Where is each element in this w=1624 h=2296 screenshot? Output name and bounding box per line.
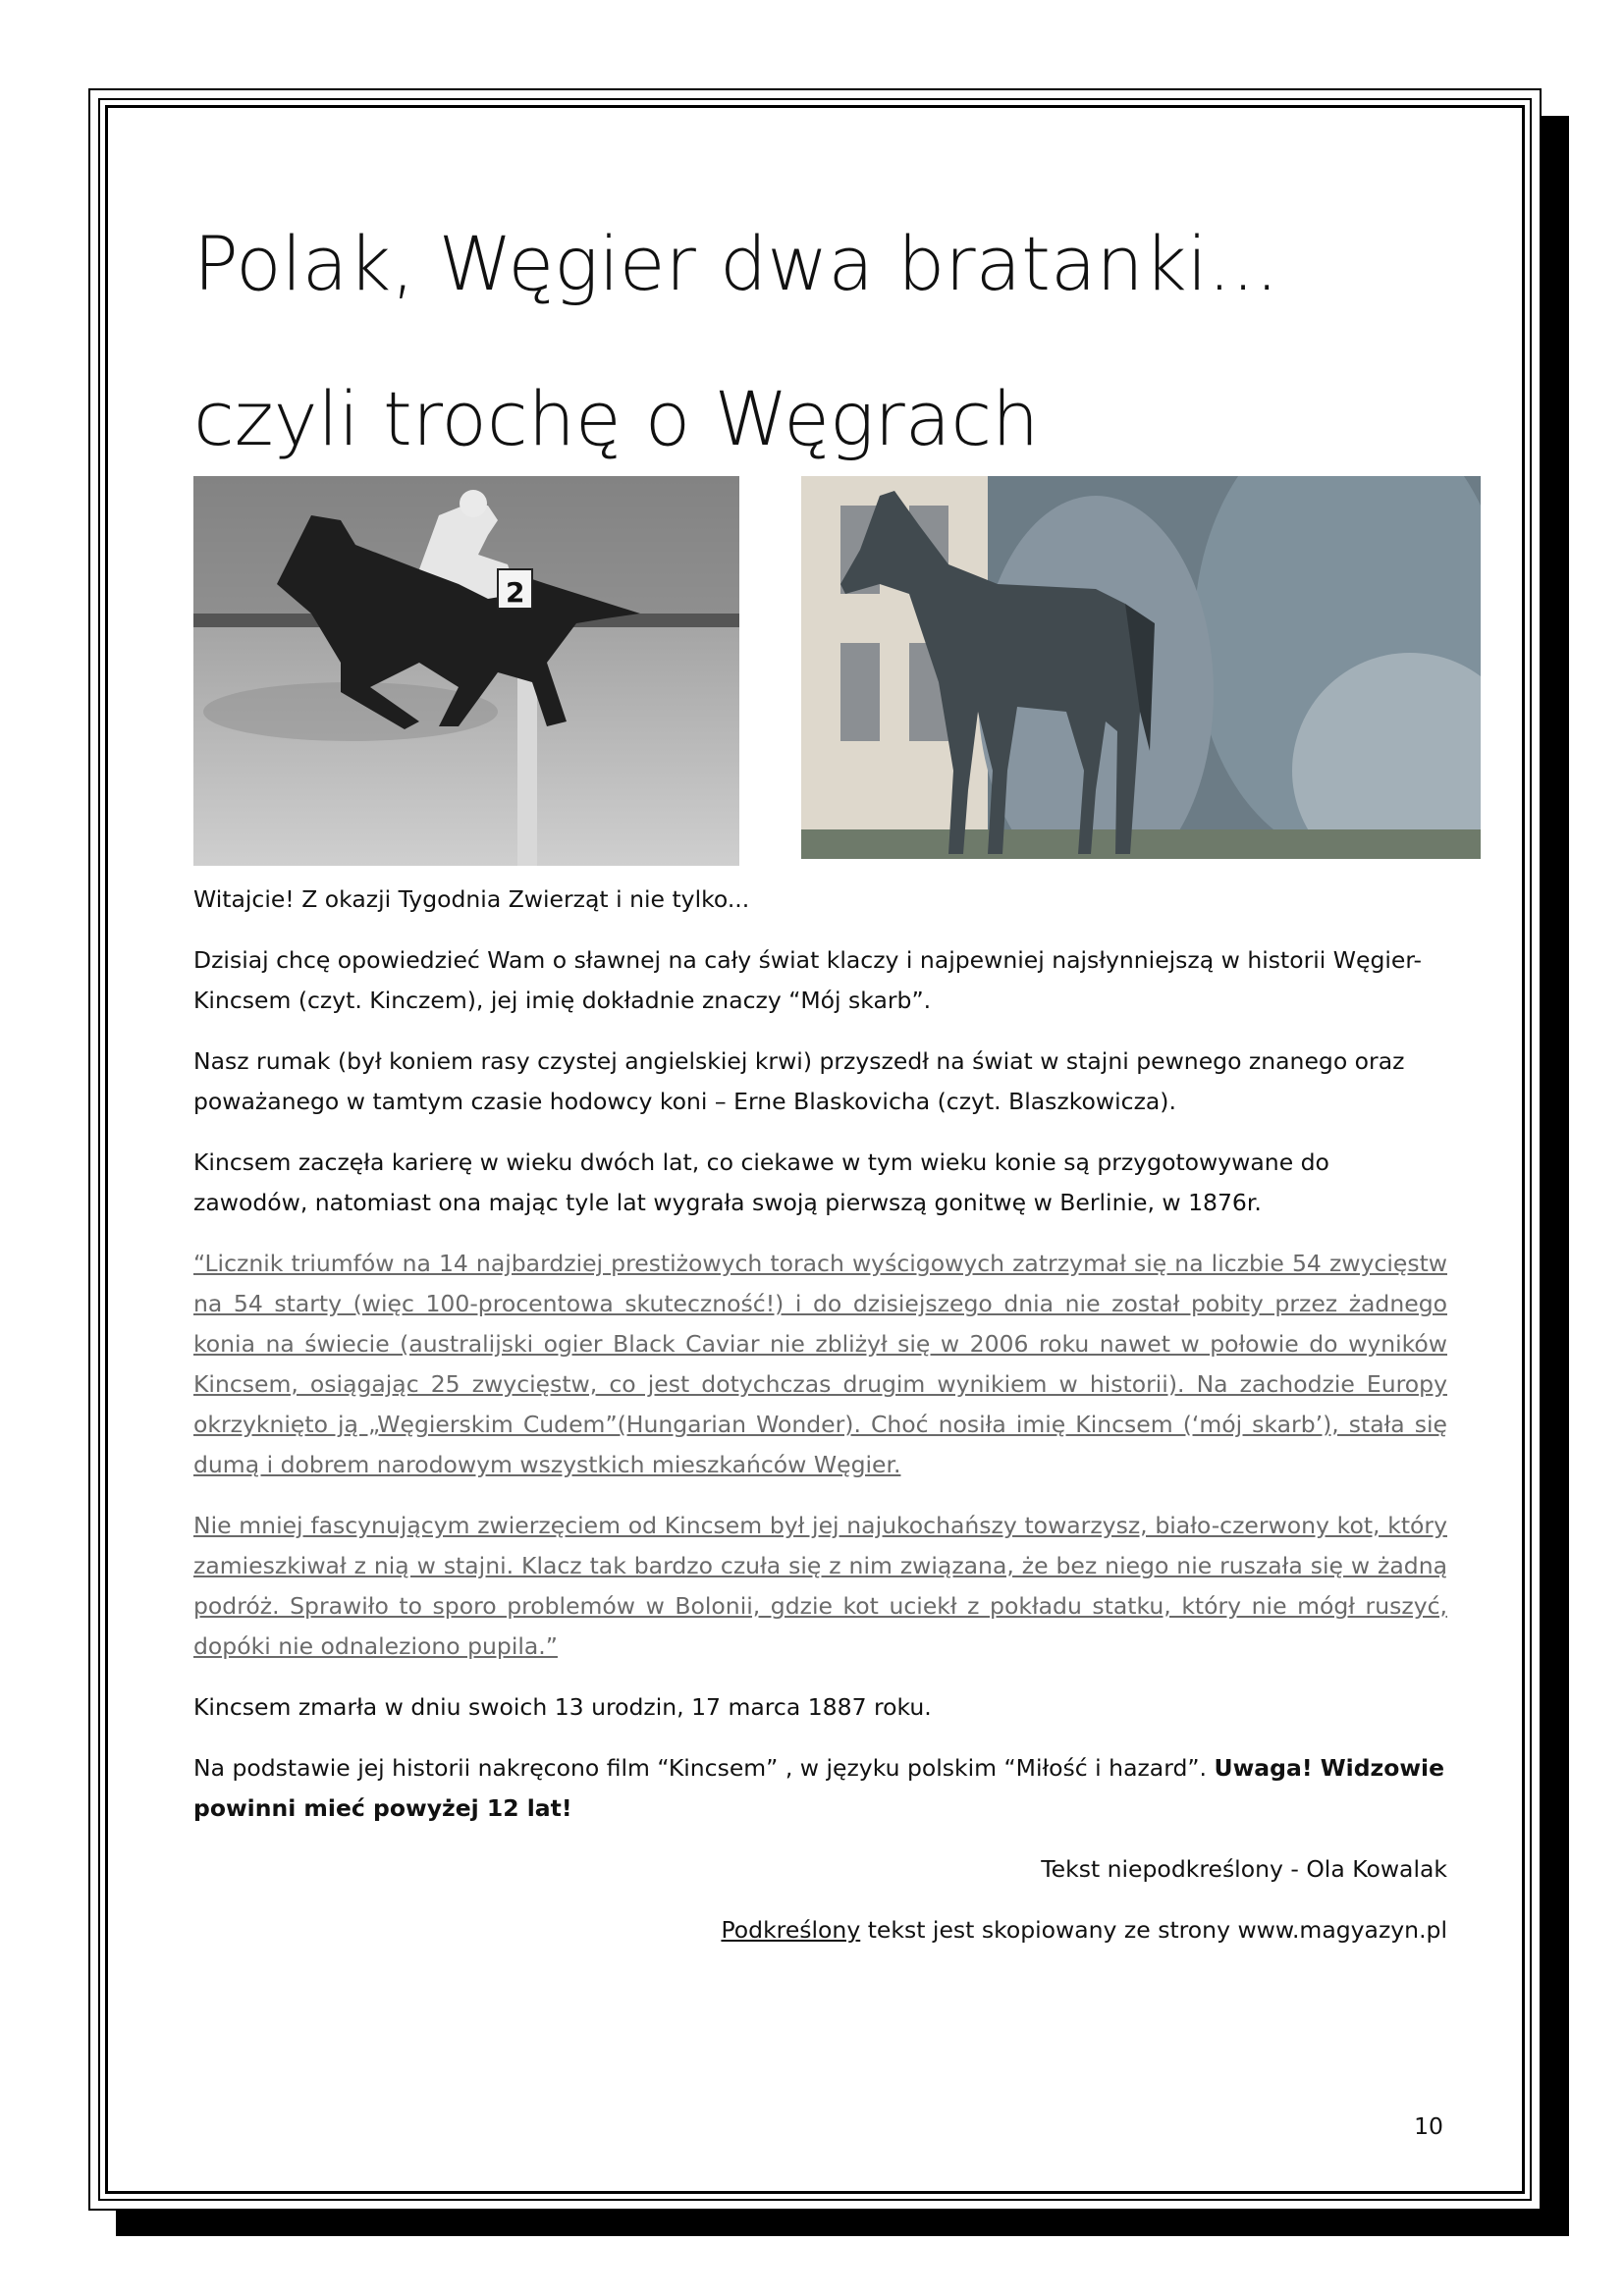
author-credit: Tekst niepodkreślony - Ola Kowalak (1041, 1855, 1447, 1883)
death-paragraph: Kincsem zmarła w dniu swoich 13 urodzin, 17 marca 1887 roku. (193, 1693, 932, 1721)
source-credit-rest: tekst jest skopiowany ze strony www.magyazyn.pl (860, 1916, 1447, 1944)
title-line-2: czyli trochę o Węgrach (193, 375, 1040, 462)
origin-paragraph: Nasz rumak (był koniem rasy czystej angielskiej krwi) przyszedł na świat w stajni pewnego znanego oraz poważanego w tamtym czasie hodowcy koni – Erne Blaskovicha (czyt. Blaszkowicza). (193, 1047, 1405, 1115)
horse-racing-photo (193, 476, 739, 866)
age-warning: Uwaga! Widzowie powinni mieć powyżej 12 lat! (193, 1754, 1445, 1822)
quote-paragraph-1: “Licznik triumfów na 14 najbardziej prestiżowych torach wyścigowych zatrzymał się na liczbie 54 zwycięstw na 54 starty (więc 100-procentowa skuteczność!) i do dzisiejszego dnia nie został pobity przez żadnego konia na świecie (australijski ogier Black Caviar nie zbliżył się w 2006 roku nawet w połowie do wyników Kincsem, osiągając 25 zwycięstw, co jest dotychczas drugim wynikiem w historii). Na zachodzie Europy okrzyknięto ją „Węgierskim Cudem”(Hungarian Wonder). Choć nosiła imię Kincsem (‘mój skarb’), stała się dumą i dobrem narodowym wszystkich mieszkańców Węgier. (193, 1250, 1447, 1478)
career-paragraph: Kincsem zaczęła karierę w wieku dwóch lat, co ciekawe w tym wieku konie są przygotowywane do zawodów, natomiast ona mając tyle lat wygrała swoją pierwszą gonitwę w Berlinie, w 1876r. (193, 1148, 1329, 1216)
greeting-paragraph: Witajcie! Z okazji Tygodnia Zwierząt i nie tylko... (193, 885, 750, 913)
page-number: 10 (1414, 2112, 1443, 2140)
svg-text:2: 2 (506, 576, 525, 609)
source-credit (193, 1910, 1447, 1950)
title-line-1: Polak, Węgier dwa bratanki... (193, 220, 1279, 307)
intro-paragraph: Dzisiaj chcę opowiedzieć Wam o sławnej na cały świat klaczy i najpewniej najsłynniejszą w historii Węgier- Kincsem (czyt. Kinczem), jej imię dokładnie znaczy “Mój skarb”. (193, 946, 1423, 1014)
underlined-word: Podkreślony (721, 1916, 861, 1944)
page-title (193, 187, 1470, 497)
article-body (193, 880, 1447, 1971)
quote-paragraph-2: Nie mniej fascynującym zwierzęciem od Kincsem był jej najukochańszy towarzysz, biało-czerwony kot, który zamieszkiwał z nią w stajni. Klacz tak bardzo czuła się z nim związana, że bez niego nie ruszała się w żadną podróż. Sprawiło to sporo problemów w Bolonii, gdzie kot uciekł z pokładu statku, który nie mógł ruszyć, dopóki nie odnaleziono pupila.” (193, 1512, 1447, 1660)
film-text: Na podstawie jej historii nakręcono film “Kincsem” , w języku polskim “Miłość i hazard”. (193, 1754, 1215, 1782)
film-paragraph (193, 1748, 1447, 1829)
horse-statue-photo (801, 476, 1481, 859)
